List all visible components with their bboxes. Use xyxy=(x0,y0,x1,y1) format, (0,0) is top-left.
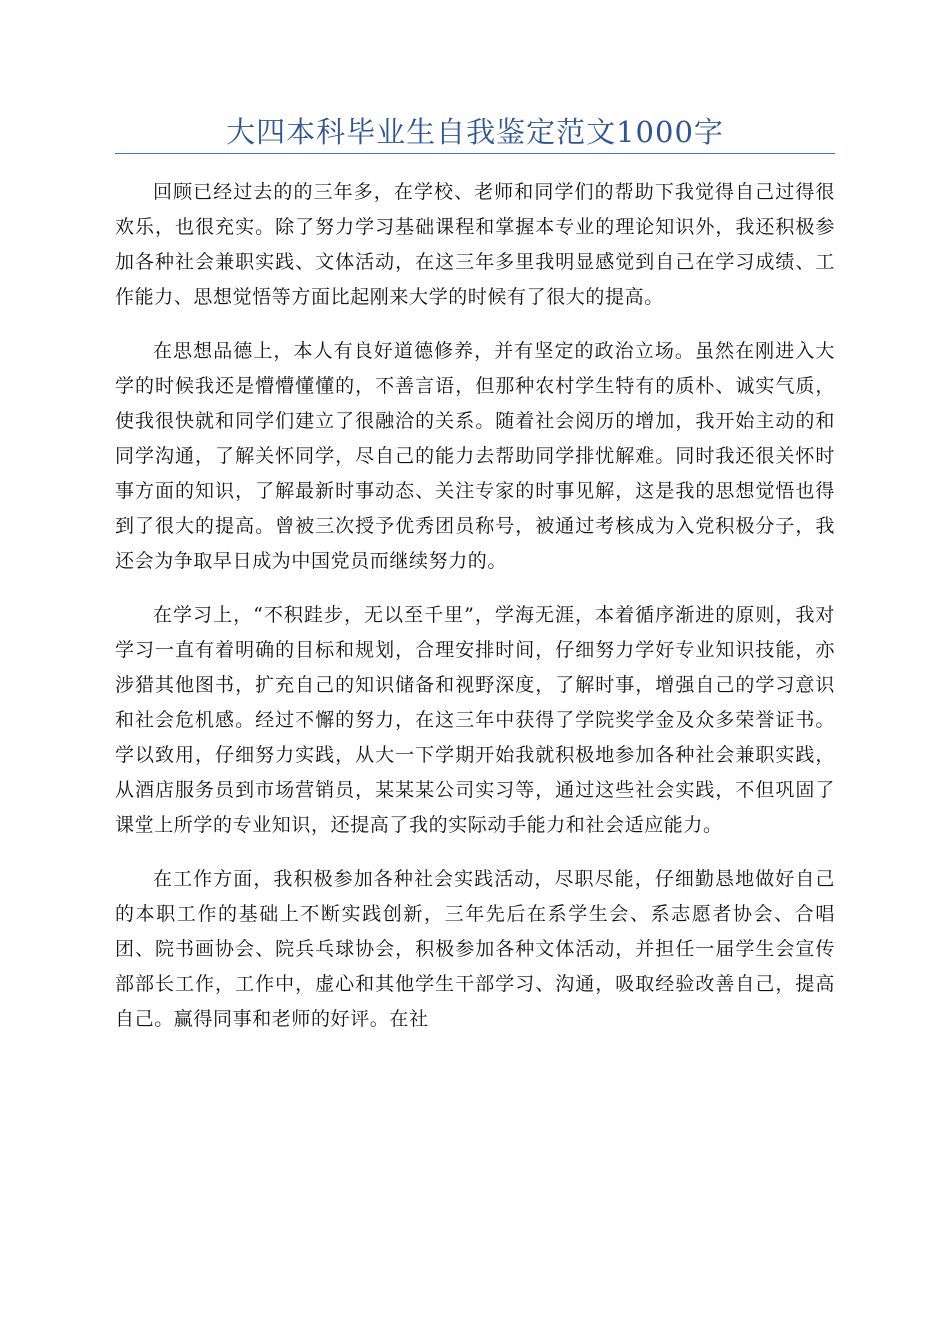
document-title: 大四本科毕业生自我鉴定范文1000字 xyxy=(226,115,724,149)
paragraph-study: 在学习上，“不积跬步，无以至千里”，学海无涯，本着循序渐进的原则，我对学习一直有着明确的目标和规划，合理安排时间，仔细努力学好专业知识技能，亦涉猎其他图书，扩充自己的知识储备和视野深度，了解时事，增强自己的学习意识和社会危机感。经过不懈的努力，在这三年中获得了学院奖学金及众多荣誉证书。学以致用，仔细努力实践，从大一下学期开始我就积极地参加各种社会兼职实践，从酒店服务员到市场营销员，某某某公司实习等，通过这些社会实践，不但巩固了课堂上所学的专业知识，还提高了我的实际动手能力和社会适应能力。 xyxy=(115,604,835,836)
document-body xyxy=(115,175,835,1056)
title-underline xyxy=(115,153,835,154)
paragraph-work: 在工作方面，我积极参加各种社会实践活动，尽职尽能，仔细勤恳地做好自己的本职工作的基础上不断实践创新，三年先后在系学生会、系志愿者协会、合唱团、院书画协会、院兵乓球协会，积极参加各种文体活动，并担任一届学生会宣传部部长工作，工作中，虚心和其他学生干部学习、沟通，吸取经验改善自己，提高自己。赢得同事和老师的好评。在社 xyxy=(115,868,835,1030)
paragraph-morality: 在思想品德上，本人有良好道德修养，并有坚定的政治立场。虽然在刚进入大学的时候我还是懵懵懂懂的，不善言语，但那种农村学生特有的质朴、诚实气质，使我很快就和同学们建立了很融洽的关系。随着社会阅历的增加，我开始主动的和同学沟通，了解关怀同学，尽自己的能力去帮助同学排忧解难。同时我还很关怀时事方面的知识，了解最新时事动态、关注专家的时事见解，这是我的思想觉悟也得到了很大的提高。曾被三次授予优秀团员称号，被通过考核成为入党积极分子，我还会为争取早日成为中国党员而继续努力的。 xyxy=(115,340,835,572)
paragraph-review: 回顾已经过去的的三年多，在学校、老师和同学们的帮助下我觉得自己过得很欢乐，也很充实。除了努力学习基础课程和掌握本专业的理论知识外，我还积极参加各种社会兼职实践、文体活动，在这三年多里我明显感觉到自己在学习成绩、工作能力、思想觉悟等方面比起刚来大学的时候有了很大的提高。 xyxy=(115,181,835,308)
